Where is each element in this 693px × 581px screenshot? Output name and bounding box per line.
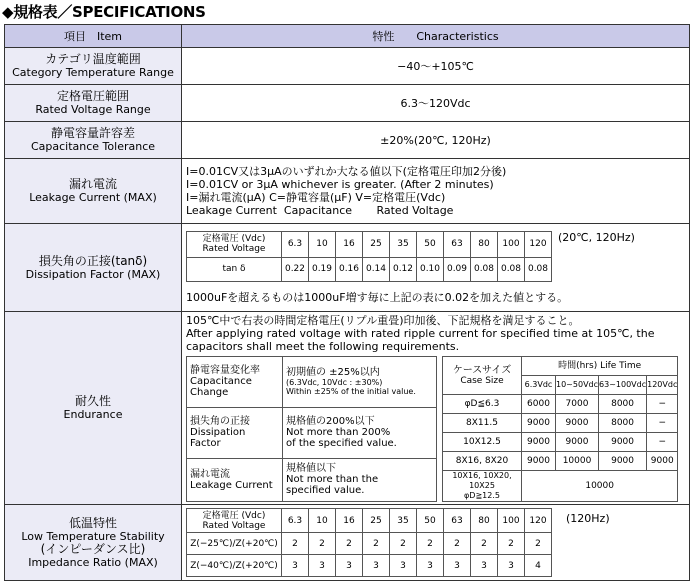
crit-v3: specified value. [286,485,365,497]
temp-item [5,48,182,85]
df-tan-label: tan δ [187,257,282,281]
df-voltage: 6.3 [282,231,309,257]
criteria-value [283,357,437,408]
voltage-en: Rated Voltage Range [35,103,151,116]
leak-en: Leakage Current (MAX) [29,191,157,204]
df-tan: 0.08 [525,257,552,281]
endurance-row [5,312,690,505]
df-hdr-en: Rated Voltage [202,244,266,254]
low-r2: 3 [282,555,309,577]
df-hdr-jp: 定格電圧 (Vdc) [202,234,266,244]
life-col: 63~100Vdc [599,376,647,395]
life-hours: − [647,433,678,452]
endurance-line1: 105℃中で右表の時間定格電圧(リプル重畳)印加後、下記規格を満足すること。 [186,314,580,327]
low-r1: 2 [336,533,363,555]
cap-value: ±20%(20℃, 120Hz) [182,122,690,159]
crit-k2: Leakage Current [190,479,273,491]
crit-k2: Dissipation [190,427,246,439]
df-voltage: 100 [498,231,525,257]
low-r2: 3 [471,555,498,577]
life-col: 6.3Vdc [522,376,556,395]
header-row [5,25,690,48]
df-note: 1000uFを超えるものは1000uF増す毎に上記の表に0.02を加えた値とする。 [186,290,569,304]
low-voltage: 6.3 [282,509,309,533]
df-voltage: 80 [471,231,498,257]
cap-en: Capacitance Tolerance [30,140,156,153]
low-r1: 2 [363,533,390,555]
life-hours: 8000 [599,414,647,433]
life-hours: 8000 [599,395,647,414]
header-characteristics: 特性 Characteristics [182,25,690,48]
leak-line2: I=0.01CV or 3μA whichever is greater. (After 2 minutes) [186,178,494,191]
low-r2-label: Z(−40℃)/Z(+20℃) [187,555,282,577]
cap-jp: 静電容量許容差 [50,126,135,140]
life-hours: 9000 [647,452,678,471]
df-tan: 0.16 [336,257,363,281]
life-hours: 7000 [556,395,599,414]
life-hours: 9000 [599,433,647,452]
low-voltage: 25 [363,509,390,533]
low-condition: (120Hz) [566,512,610,525]
df-item [5,224,182,312]
leak-jp: 漏れ電流 [68,177,117,191]
crit-v1: 初期値の ±25%以内 [286,367,380,379]
criteria-row [187,357,437,408]
life-hours: 9000 [556,414,599,433]
df-voltage-row [187,231,552,257]
life-col: 120Vdc [647,376,678,395]
df-voltage: 63 [444,231,471,257]
low-voltage: 10 [309,509,336,533]
criteria-key [187,407,283,458]
crit-k2: Capacitance [190,376,252,388]
low-r2: 3 [390,555,417,577]
life-case-header [443,357,522,395]
df-tan-row [187,257,552,281]
life-hours: 6000 [522,395,556,414]
temp-jp: カテゴリ温度範囲 [45,52,141,66]
low-r2: 3 [363,555,390,577]
criteria-key [187,458,283,501]
criteria-key [187,357,283,408]
crit-k1: 漏れ電流 [190,468,230,480]
crit-v2: Not more than 200% [286,427,391,439]
low-r2: 4 [525,555,552,577]
df-value [182,224,690,312]
endurance-line3: capacitors shall meet the following requirements. [186,340,460,353]
low-temp-value [182,505,690,581]
df-tan: 0.19 [309,257,336,281]
low-temp-item [5,505,182,581]
criteria-row [187,407,437,458]
df-tan: 0.08 [498,257,525,281]
low-r2: 3 [417,555,444,577]
life-last-size2: φD≧12.5 [464,491,500,500]
life-row [443,395,678,414]
low-voltage: 16 [336,509,363,533]
low-table [186,508,552,577]
spec-table [4,24,690,581]
low-r1: 2 [282,533,309,555]
df-row [5,224,690,312]
df-voltage: 120 [525,231,552,257]
low-voltage: 50 [417,509,444,533]
low-r1: 2 [525,533,552,555]
low-r1: 2 [471,533,498,555]
life-last-size1: 10X16, 10X20, 10X25 [452,471,512,490]
low-hdr-jp: 定格電圧 (Vdc) [202,510,266,521]
page-title: ◆規格表／SPECIFICATIONS [2,3,206,21]
leak-row [5,159,690,224]
low-r2: 3 [309,555,336,577]
df-en: Dissipation Factor (MAX) [25,267,161,281]
low-en1: Low Temperature Stability [21,529,165,543]
endurance-line2: After applying rated voltage with rated ripple current for specified time at 105℃, the [186,327,655,340]
life-last-value: 10000 [522,471,678,502]
low-voltage: 80 [471,509,498,533]
leak-value [182,159,690,224]
crit-k1: 静電容量変化率 [190,365,260,377]
low-jp2: (インピーダンス比) [40,541,146,556]
df-voltage: 10 [309,231,336,257]
crit-k3: Change [190,387,229,399]
df-voltage: 25 [363,231,390,257]
life-row-last [443,471,678,502]
crit-v3: Within ±25% of the initial value. [286,387,416,397]
low-r2: 3 [336,555,363,577]
voltage-jp: 定格電圧範囲 [56,89,129,103]
leak-line1: I=0.01CV又は3μAのいずれか大なる値以下(定格電圧印加2分後) [186,165,507,178]
life-hours: 9000 [599,452,647,471]
df-hdr [187,231,282,257]
low-r1: 2 [417,533,444,555]
df-tan: 0.14 [363,257,390,281]
life-size: φD≦6.3 [443,395,522,414]
temp-en: Category Temperature Range [12,66,174,79]
leak-line3: I=漏れ電流(μA) C=静電容量(μF) V=定格電圧(Vdc) [186,191,446,204]
crit-v2: Not more than the [286,474,379,486]
temp-value: −40〜+105℃ [182,48,690,85]
low-r2: 3 [444,555,471,577]
endurance-en: Endurance [63,408,123,421]
temp-row [5,48,690,85]
df-tan: 0.08 [471,257,498,281]
df-tan: 0.22 [282,257,309,281]
life-hours: − [647,414,678,433]
low-hdr-en: Rated Voltage [202,520,266,531]
life-size: 10X12.5 [443,433,522,452]
criteria-table [186,356,437,502]
cap-item [5,122,182,159]
df-condition: (20℃, 120Hz) [558,230,635,244]
low-r1: 2 [498,533,525,555]
life-head-row [443,357,678,376]
voltage-row [5,85,690,122]
low-en2: Impedance Ratio (MAX) [28,555,158,569]
leak-line4: Leakage Current Capacitance Rated Voltage [186,204,454,217]
life-hours: − [647,395,678,414]
crit-k1: 損失角の正接 [190,416,250,428]
low-temp-row [5,505,690,581]
crit-v1: 規格値の200%以下 [286,416,375,428]
low-ratio-row [187,533,552,555]
df-tan: 0.12 [390,257,417,281]
endurance-item [5,312,182,505]
cap-row [5,122,690,159]
endurance-value [182,312,690,505]
low-voltage: 120 [525,509,552,533]
df-voltage: 50 [417,231,444,257]
crit-v3: of the specified value. [286,438,397,450]
df-table [186,231,552,282]
crit-k3: Factor [190,438,221,450]
life-row [443,433,678,452]
low-hdr [187,509,282,533]
low-r2: 3 [498,555,525,577]
crit-v1: 規格値以下 [286,463,336,475]
criteria-row [187,458,437,501]
life-hours: 9000 [522,452,556,471]
low-r1-label: Z(−25℃)/Z(+20℃) [187,533,282,555]
voltage-item [5,85,182,122]
low-r1: 2 [390,533,417,555]
life-size: 8X16, 8X20 [443,452,522,471]
life-hours: 9000 [522,433,556,452]
low-voltage: 100 [498,509,525,533]
low-voltage-row [187,509,552,533]
life-row [443,414,678,433]
life-size-last [443,471,522,502]
low-voltage: 63 [444,509,471,533]
header-item: 項目 Item [5,25,182,48]
low-jp: 低温特性 [68,515,117,530]
voltage-value: 6.3〜120Vdc [182,85,690,122]
df-tan: 0.09 [444,257,471,281]
life-size: 8X11.5 [443,414,522,433]
life-hours: 9000 [556,433,599,452]
life-case-jp: ケースサイズ [452,364,512,376]
life-hours: 9000 [522,414,556,433]
crit-v2: (6.3Vdc, 10Vdc : ±30%) [286,378,383,388]
life-table [442,356,678,502]
low-r1: 2 [309,533,336,555]
criteria-value [283,407,437,458]
life-time-header: 時間(hrs) Life Time [522,357,678,376]
df-voltage: 35 [390,231,417,257]
life-hours: 10000 [556,452,599,471]
low-voltage: 35 [390,509,417,533]
life-col: 10~50Vdc [556,376,599,395]
df-voltage: 16 [336,231,363,257]
life-case-en: Case Size [460,375,504,386]
criteria-value [283,458,437,501]
life-row [443,452,678,471]
df-tan: 0.10 [417,257,444,281]
low-ratio-row [187,555,552,577]
leak-item [5,159,182,224]
low-r1: 2 [444,533,471,555]
endurance-jp: 耐久性 [74,394,111,408]
df-jp: 損失角の正接(tanδ) [38,253,148,268]
